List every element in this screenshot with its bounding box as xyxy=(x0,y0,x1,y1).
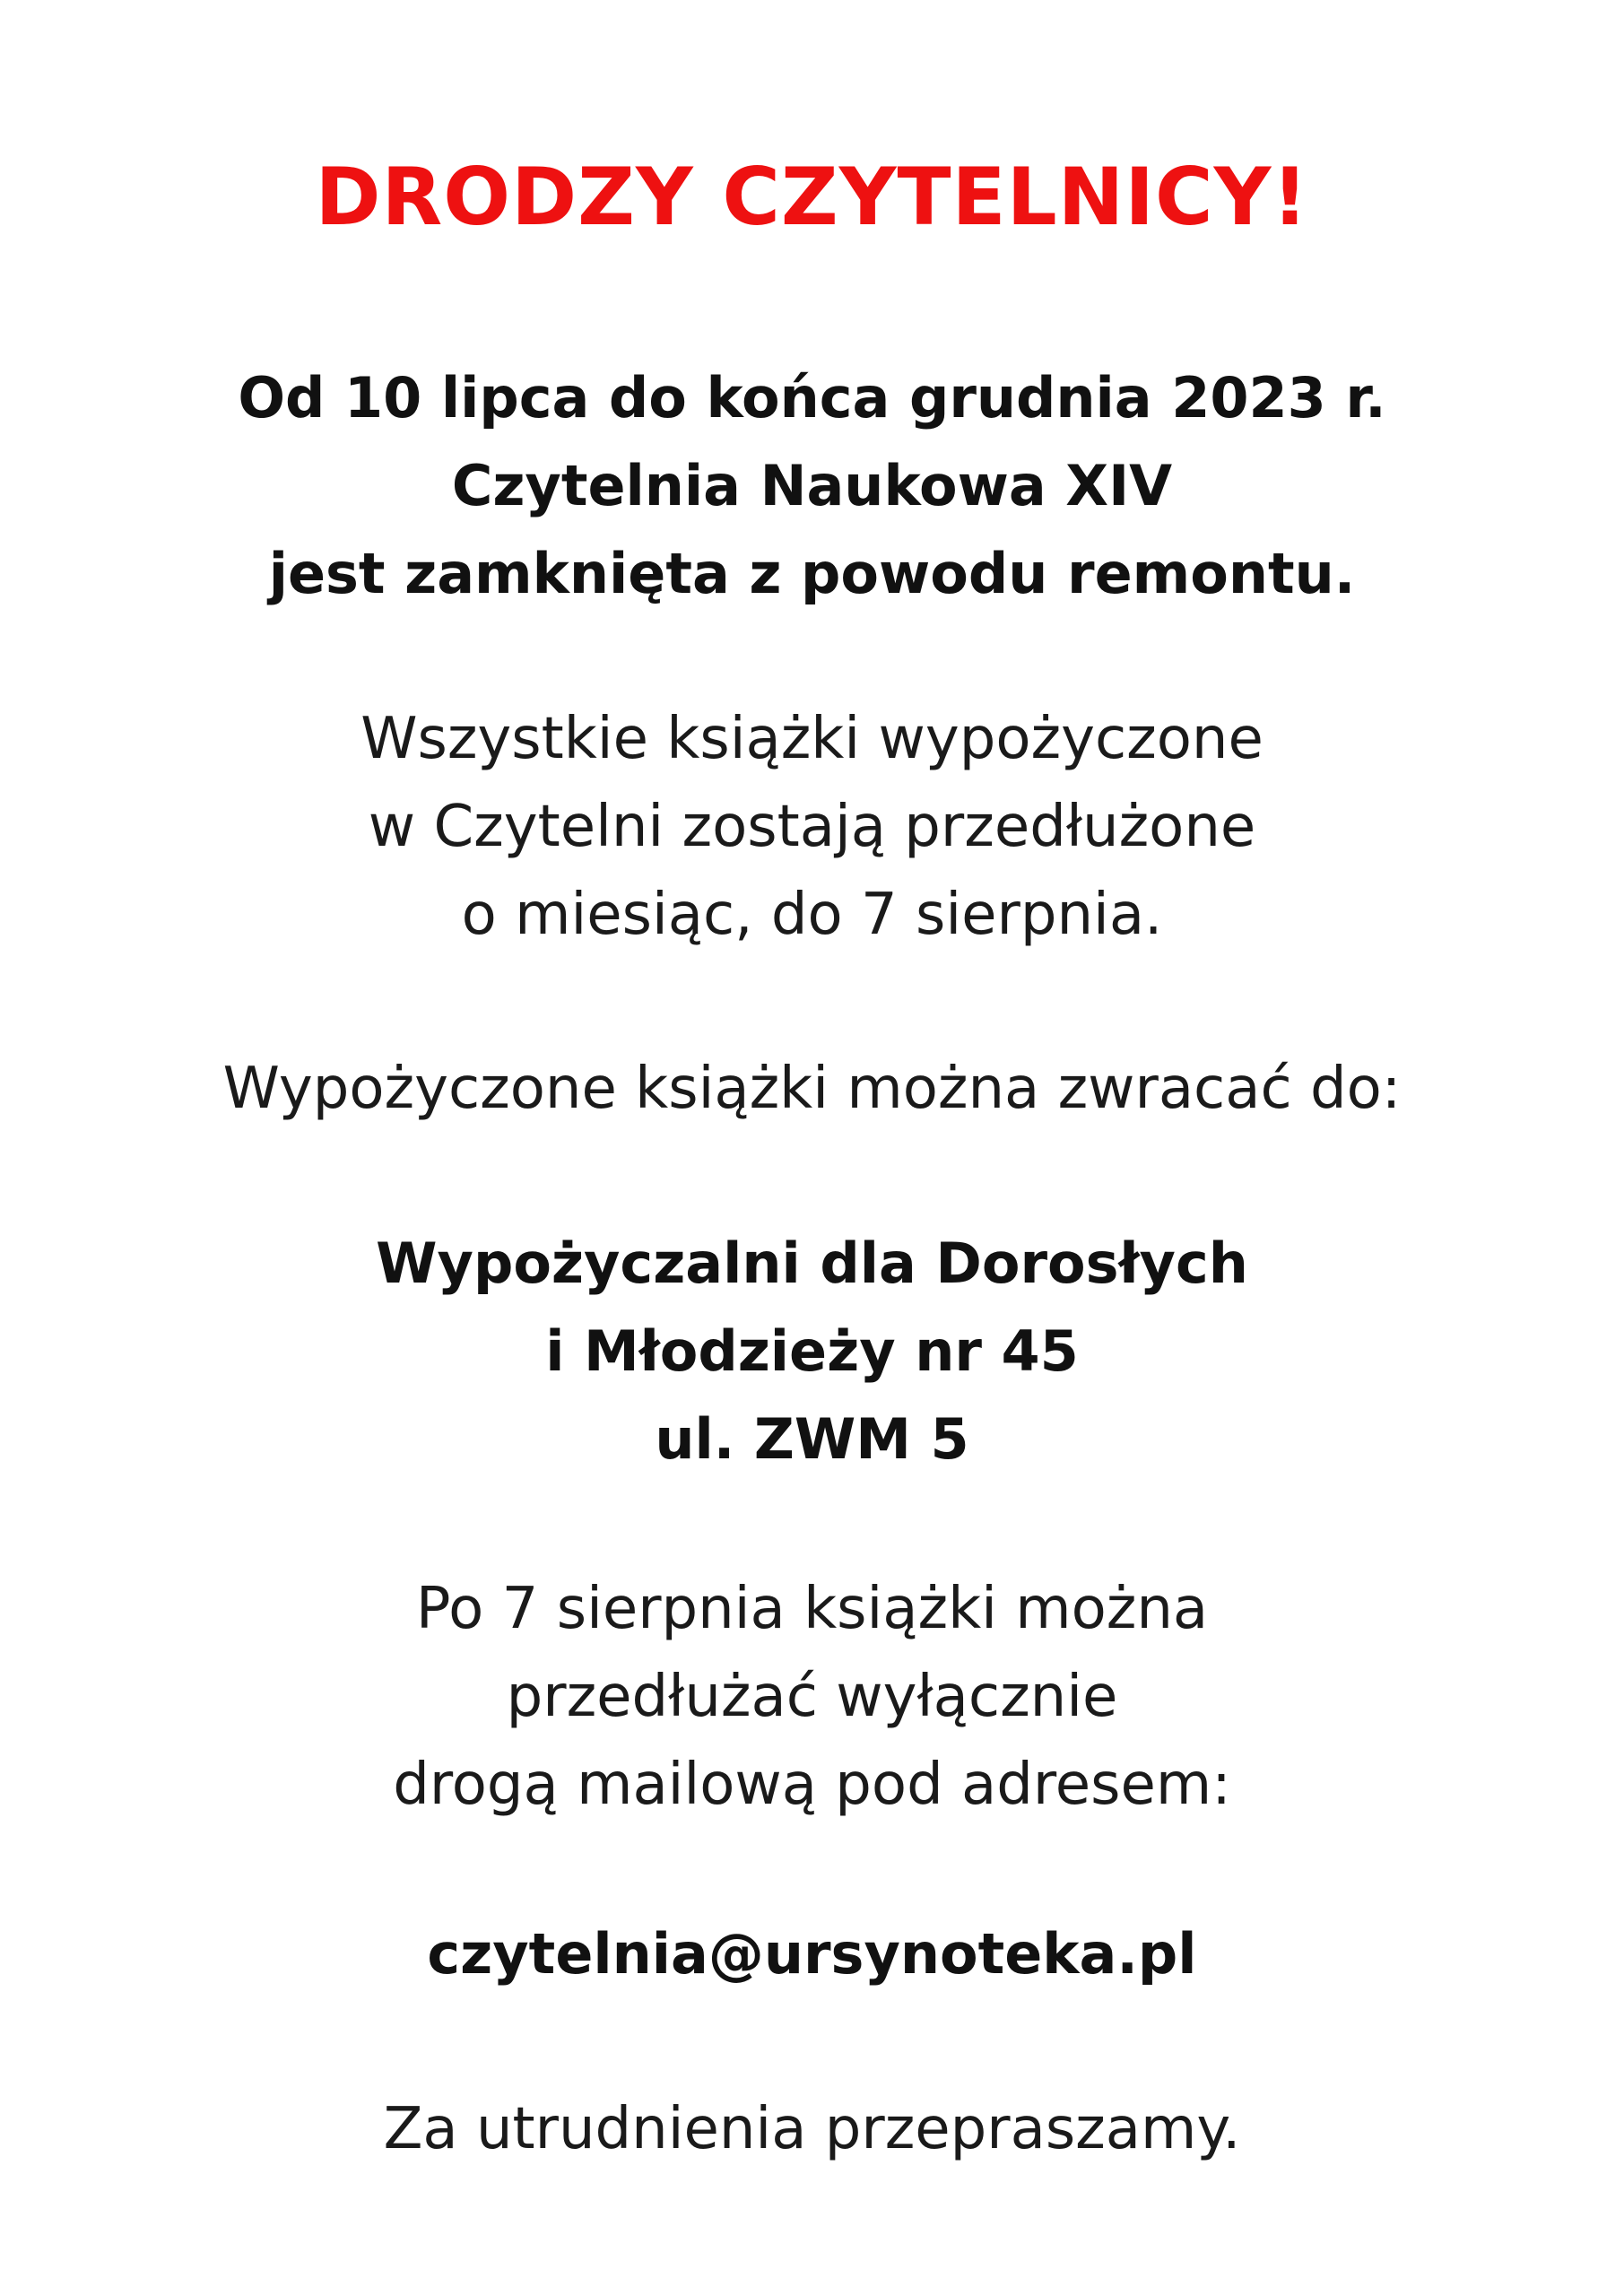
location-line: i Młodzieży nr 45 xyxy=(545,1318,1079,1384)
extension-line: Wszystkie książki wypożyczone xyxy=(360,706,1264,772)
contact-email: czytelnia@ursynoteka.pl xyxy=(427,1921,1197,1987)
closure-line: Od 10 lipca do końca grudnia 2023 r. xyxy=(238,365,1386,430)
closure-line: jest zamknięta z powodu remontu. xyxy=(268,541,1356,606)
loan-extension-info xyxy=(0,695,1624,959)
location-line: ul. ZWM 5 xyxy=(655,1406,969,1472)
return-location xyxy=(0,1220,1624,1483)
after-date-line: Po 7 sierpnia książki można xyxy=(415,1576,1209,1642)
after-date-line: przedłużać wyłącznie xyxy=(506,1664,1118,1730)
closure-announcement xyxy=(0,354,1624,618)
closure-line: Czytelnia Naukowa XIV xyxy=(451,453,1173,518)
apology-text: Za utrudnienia przepraszamy. xyxy=(383,2096,1241,2162)
after-date-info xyxy=(0,1565,1624,1829)
notice-title: DRODZY CZYTELNICY! xyxy=(315,151,1309,243)
after-date-line: drogą mailową pod adresem: xyxy=(393,1752,1231,1818)
return-intro: Wypożyczone książki można zwracać do: xyxy=(222,1056,1402,1122)
extension-line: w Czytelni zostają przedłużone xyxy=(368,794,1256,860)
location-line: Wypożyczalni dla Dorosłych xyxy=(376,1231,1248,1296)
extension-line: o miesiąc, do 7 sierpnia. xyxy=(461,882,1163,948)
